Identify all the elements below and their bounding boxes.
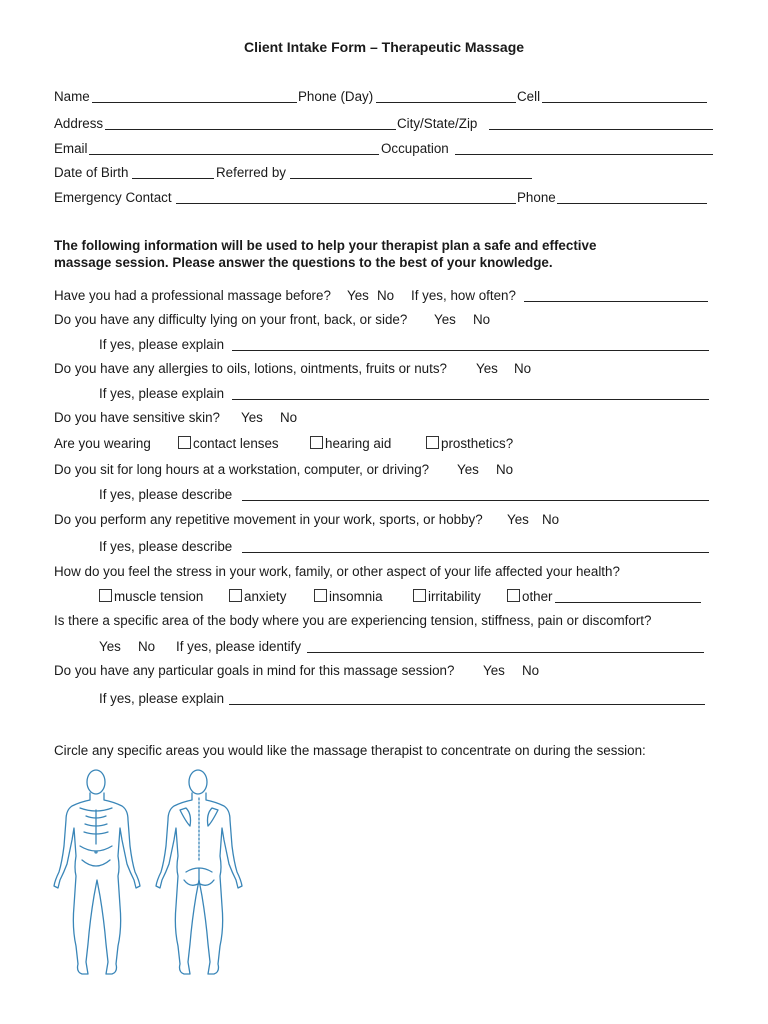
q10-text: Do you have any particular goals in mind for this massage session? [54, 663, 455, 678]
name-field[interactable] [92, 102, 297, 103]
q6-text: Do you sit for long hours at a workstation, computer, or driving? [54, 462, 430, 477]
checkbox[interactable] [426, 436, 439, 449]
q8-option-muscle-tension[interactable] [99, 589, 203, 605]
city-state-zip-label: City/State/Zip [397, 116, 478, 131]
occupation-field[interactable] [455, 154, 713, 155]
checkbox[interactable] [178, 436, 191, 449]
email-label: Email [54, 141, 88, 156]
q2-yes[interactable]: Yes [434, 312, 456, 327]
checkbox[interactable] [99, 589, 112, 602]
q7-no[interactable]: No [542, 512, 560, 527]
phone-day-field[interactable] [376, 102, 516, 103]
q5-option-hearing-aid[interactable] [310, 436, 391, 452]
q8-text: How do you feel the stress in your work, family, or other aspect of your life affected your health? [54, 564, 620, 579]
q3-text: Do you have any allergies to oils, lotions, ointments, fruits or nuts? [54, 361, 447, 376]
name-label: Name [54, 89, 90, 104]
emergency-contact-field[interactable] [176, 203, 516, 204]
checkbox[interactable] [310, 436, 323, 449]
body-back-figure[interactable] [150, 768, 245, 980]
q1-text: Have you had a professional massage before? [54, 288, 331, 303]
q9-yes[interactable]: Yes [99, 639, 121, 654]
q4-no[interactable]: No [280, 410, 298, 425]
dob-label: Date of Birth [54, 165, 129, 180]
intro-line-2: massage session. Please answer the questions to the best of your knowledge. [54, 255, 553, 270]
q8-option-other[interactable] [507, 589, 553, 605]
q6-yes[interactable]: Yes [457, 462, 479, 477]
address-field[interactable] [105, 129, 396, 130]
q6-no[interactable]: No [496, 462, 514, 477]
q5-option-prosthetics[interactable] [426, 436, 513, 452]
q3-followup-field[interactable] [232, 399, 709, 400]
q3-yes[interactable]: Yes [476, 361, 498, 376]
option-label: prosthetics? [441, 436, 514, 451]
q3-no[interactable]: No [514, 361, 532, 376]
circle-instruction: Circle any specific areas you would like the massage therapist to concentrate on during the session: [54, 743, 646, 758]
dob-field[interactable] [132, 178, 214, 179]
q8-other-field[interactable] [555, 602, 701, 603]
cell-field[interactable] [542, 102, 707, 103]
option-label: other [522, 589, 553, 604]
form-title: Client Intake Form – Therapeutic Massage [243, 39, 525, 55]
checkbox[interactable] [229, 589, 242, 602]
body-front-figure[interactable] [50, 768, 145, 980]
q9-followup-field[interactable] [307, 652, 704, 653]
address-label: Address [54, 116, 104, 131]
q5-option-contact-lenses[interactable] [178, 436, 279, 452]
q1-followup-field[interactable] [524, 301, 708, 302]
checkbox[interactable] [507, 589, 520, 602]
q7-followup-field[interactable] [242, 552, 709, 553]
q4-text: Do you have sensitive skin? [54, 410, 220, 425]
q2-text: Do you have any difficulty lying on your front, back, or side? [54, 312, 408, 327]
referred-by-label: Referred by [216, 165, 286, 180]
q5-text: Are you wearing [54, 436, 151, 451]
city-state-zip-field[interactable] [489, 129, 713, 130]
q6-followup-label: If yes, please describe [99, 487, 233, 502]
email-field[interactable] [89, 154, 379, 155]
q9-followup-label: If yes, please identify [176, 639, 302, 654]
q1-followup-label: If yes, how often? [411, 288, 516, 303]
option-label: irritability [428, 589, 481, 604]
q10-followup-field[interactable] [229, 704, 705, 705]
occupation-label: Occupation [381, 141, 449, 156]
q1-no[interactable]: No [377, 288, 395, 303]
checkbox[interactable] [314, 589, 327, 602]
option-label: muscle tension [114, 589, 204, 604]
q7-text: Do you perform any repetitive movement in your work, sports, or hobby? [54, 512, 483, 527]
emergency-phone-field[interactable] [557, 203, 707, 204]
option-label: anxiety [244, 589, 287, 604]
q2-no[interactable]: No [473, 312, 491, 327]
q10-yes[interactable]: Yes [483, 663, 505, 678]
q10-no[interactable]: No [522, 663, 540, 678]
q8-option-insomnia[interactable] [314, 589, 383, 605]
intro-line-1: The following information will be used to help your therapist plan a safe and effective [54, 238, 597, 253]
q1-yes[interactable]: Yes [347, 288, 369, 303]
q9-no[interactable]: No [138, 639, 156, 654]
emergency-contact-label: Emergency Contact [54, 190, 172, 205]
q2-followup-label: If yes, please explain [99, 337, 225, 352]
phone-day-label: Phone (Day) [298, 89, 374, 104]
checkbox[interactable] [413, 589, 426, 602]
q3-followup-label: If yes, please explain [99, 386, 225, 401]
referred-by-field[interactable] [290, 178, 532, 179]
q8-option-irritability[interactable] [413, 589, 481, 605]
option-label: insomnia [329, 589, 383, 604]
q6-followup-field[interactable] [242, 500, 709, 501]
option-label: contact lenses [193, 436, 279, 451]
q9-text: Is there a specific area of the body where you are experiencing tension, stiffness, pain or discomfort? [54, 613, 652, 628]
option-label: hearing aid [325, 436, 392, 451]
q7-followup-label: If yes, please describe [99, 539, 233, 554]
q10-followup-label: If yes, please explain [99, 691, 225, 706]
cell-label: Cell [517, 89, 541, 104]
q8-option-anxiety[interactable] [229, 589, 286, 605]
q2-followup-field[interactable] [232, 350, 709, 351]
q7-yes[interactable]: Yes [507, 512, 529, 527]
q4-yes[interactable]: Yes [241, 410, 263, 425]
emergency-phone-label: Phone [517, 190, 556, 205]
